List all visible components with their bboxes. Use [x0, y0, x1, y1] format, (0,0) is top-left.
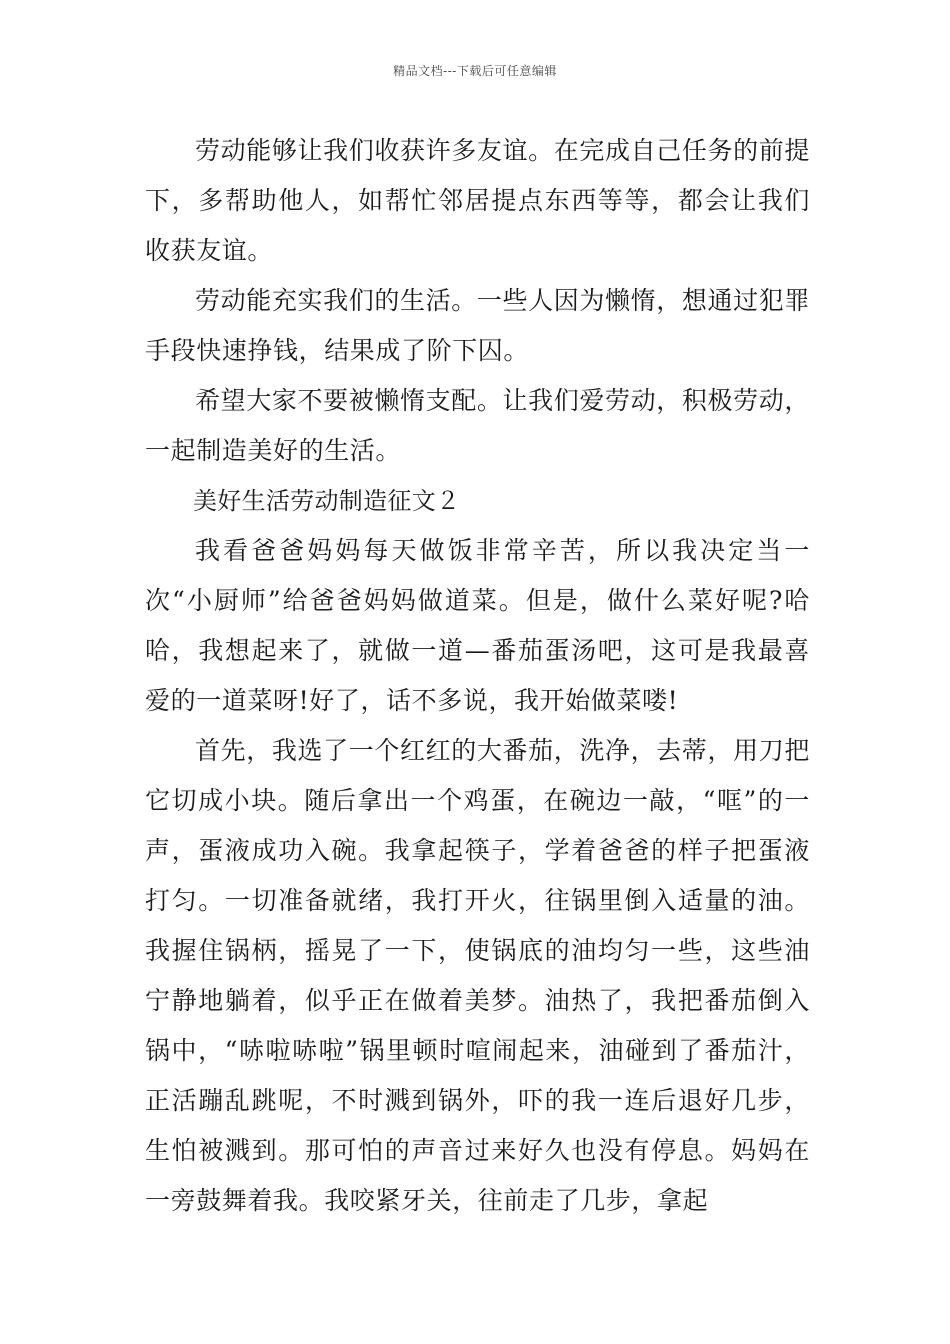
- paragraph-cooking-steps: 首先，我选了一个红红的大番茄，洗净，去蒂，用刀把它切成小块。随后拿出一个鸡蛋，在碗边一敲，“哐”的一声，蛋液成功入碗。我拿起筷子，学着爸爸的样子把蛋液打匀。一切准备就绪，我打开火，往锅里倒入适量的油。我握住锅柄，摇晃了一下，使锅底的油均匀一些，这些油宁静地躺着，似乎正在做着美梦。油热了，我把番茄倒入锅中，“哧啦哧啦”锅里顿时喧闹起来，油碰到了番茄汁，正活蹦乱跳呢，不时溅到锅外，吓的我一连后退好几步，生怕被溅到。那可怕的声音过来好久也没有停息。妈妈在一旁鼓舞着我。我咬紧牙关，往前走了几步，拿起: [145, 736, 810, 1215]
- page-header: 精品文档---下载后可任意编辑: [393, 64, 557, 78]
- section-title: 美好生活劳动制造征文２: [193, 487, 461, 515]
- paragraph-enrich-life: 劳动能充实我们的生活。一些人因为懒惰，想通过犯罪手段快速挣钱，结果成了阶下囚。: [145, 286, 810, 365]
- paragraph-little-chef: 我看爸爸妈妈每天做饭非常辛苦，所以我决定当一次“小厨师”给爸爸妈妈做道菜。但是，做什么菜好呢?哈哈，我想起来了，就做一道—番茄蛋汤吧，这可是我最喜爱的一道菜呀!好了，话不多说，我开始做菜喽!: [145, 536, 810, 715]
- paragraph-conclusion: 希望大家不要被懒惰支配。让我们爱劳动，积极劳动，一起制造美好的生活。: [145, 386, 810, 465]
- paragraph-friendship: 劳动能够让我们收获许多友谊。在完成自己任务的前提下，多帮助他人，如帮忙邻居提点东西等等，都会让我们收获友谊。: [145, 136, 810, 265]
- document-body: [145, 126, 810, 1226]
